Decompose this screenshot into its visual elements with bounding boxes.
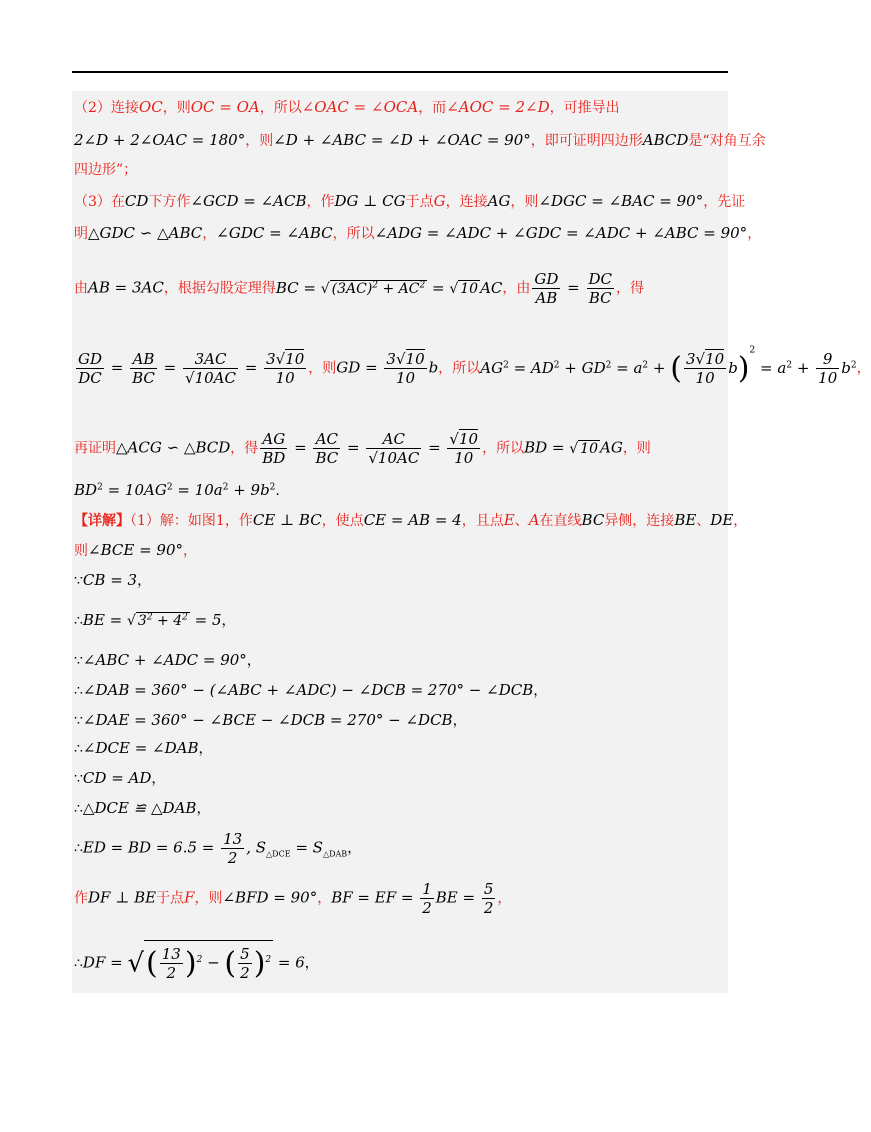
text: 四边形”； — [74, 162, 138, 178]
text: ， — [533, 683, 548, 699]
fraction: $\frac{13}{2}$ — [223, 830, 243, 867]
text: ，可推导出 — [549, 100, 620, 116]
math: = AD — [508, 358, 554, 377]
analysis-line-1 — [74, 97, 620, 118]
text: 再证明 — [74, 440, 116, 457]
text: 由 — [74, 280, 88, 297]
sqrt: √ $(3AC)^2 + AC^2$ — [320, 279, 426, 297]
text: 异侧，连接 — [604, 513, 675, 529]
math: BE = — [82, 611, 127, 629]
text: ，由 — [502, 280, 531, 297]
fraction: $\frac{1}{2}$ — [422, 880, 432, 917]
math: + 9b — [228, 481, 270, 499]
math: BE = — [435, 888, 480, 907]
math: ∠DAB = 360° − (∠ABC + ∠ADC) − ∠DCB = 270° − ∠DCB — [82, 681, 534, 699]
math: DF ⊥ BE — [88, 888, 157, 907]
detail-line-12 — [74, 880, 511, 917]
math: ∠D + ∠ABC = ∠D + ∠OAC = 90° — [273, 131, 531, 149]
analysis-line-6 — [74, 270, 644, 307]
detail-line-4 — [74, 610, 236, 631]
exp: 2 — [372, 279, 379, 290]
math: AB = 3AC — [88, 278, 164, 297]
math: = 10a — [172, 481, 223, 499]
math: + AC — [378, 280, 420, 297]
analysis-line-4 — [74, 191, 745, 212]
detail-line-3 — [74, 570, 151, 591]
text: ， — [347, 840, 362, 857]
text: ， — [198, 741, 213, 757]
text: ， — [497, 890, 512, 907]
analysis-line-8: 再证明△ACG ∽ △BCD，得 $\frac{AG}{BD}$ = $\frac{AC}{BC}$ = $\frac{AC}{√10AC}$ = $\frac{√10}{10}$ ，所以BD = √ 10 AG，则 — [74, 430, 651, 467]
text: 在直线 — [539, 513, 582, 529]
text: ， — [317, 890, 332, 907]
because-symbol: ∵ — [74, 573, 83, 589]
text: 、 — [514, 513, 529, 529]
fraction: $\frac{3√10}{10}$ — [386, 350, 425, 387]
sqrt: √ $3^2 + 4^2$ — [127, 612, 188, 629]
analysis-line-3 — [74, 160, 137, 180]
math: E — [503, 511, 515, 529]
fraction: $\frac{3√10}{10}$ — [685, 350, 725, 387]
math: = 5 — [189, 611, 222, 629]
text: ， — [856, 360, 871, 377]
text: ， — [151, 771, 166, 787]
math: A — [528, 511, 540, 529]
math: ∠BCE = 90° — [88, 541, 183, 559]
text: 明 — [74, 226, 88, 242]
math: AG — [487, 192, 511, 210]
math: = S — [290, 838, 323, 857]
math: = a — [611, 358, 643, 377]
text: 是“对角互余 — [688, 133, 766, 149]
text: ，而 — [418, 100, 447, 116]
math: , S — [246, 838, 267, 857]
sqrt: √ 10 — [449, 280, 479, 297]
because-symbol: ∵ — [74, 653, 83, 669]
detail-line-11: ∴ED = BD = 6.5 = $\frac{13}{2}$ , $S_{\triangle DCE} = S_{\triangle DAB}$， — [74, 830, 362, 867]
detail-line-1 — [74, 510, 747, 531]
math: = 6 — [273, 953, 305, 972]
text: ，连接 — [445, 194, 488, 210]
text: ，则 — [308, 360, 337, 377]
math: + GD — [559, 358, 606, 377]
math: △DCE ≌ △DAB — [82, 799, 197, 817]
math: = — [427, 278, 450, 297]
math: CB = 3 — [82, 571, 138, 589]
therefore-symbol: ∴ — [74, 683, 83, 699]
math: ∠DAE = 360° − ∠BCE − ∠DCB = 270° − ∠DCB — [82, 711, 453, 729]
math: + — [648, 358, 671, 377]
math: b — [428, 358, 439, 377]
text: （2）连接 — [74, 100, 139, 116]
math: ∠AOC = 2∠D — [446, 98, 550, 116]
math: ABCD — [642, 131, 689, 149]
analysis-line-5 — [74, 223, 761, 244]
therefore-symbol: ∴ — [74, 955, 83, 972]
therefore-symbol: ∴ — [74, 801, 83, 817]
text: （1）解：如图1，作 — [130, 513, 253, 529]
text: ，得 — [230, 440, 259, 457]
text: 、 — [696, 513, 711, 529]
math: OC = OA — [190, 98, 260, 116]
analysis-line-7: $\frac{GD}{DC}$ = $\frac{AB}{BC}$ = $\frac{3AC}{√10AC}$ = $\frac{3√10}{10}$ ，则GD = $\frac{3√10}{10}$ b，所以$AG^2 = AD^2 + GD^2 = a^2$ + ( $\frac{3√10}{10}$ $b)^2 = a^2$ + $\frac{9}{10}$ $b^2$， — [78, 345, 871, 387]
text: 下方作 — [148, 194, 191, 210]
therefore-symbol: ∴ — [74, 840, 83, 857]
fraction: $\frac{AB}{BC}$ — [132, 350, 155, 387]
text: 于点 — [156, 890, 185, 907]
text: ，根据勾股定理得 — [163, 280, 276, 297]
because-symbol: ∵ — [74, 713, 83, 729]
text: ，所以 — [332, 226, 375, 242]
text: ， — [452, 713, 467, 729]
math: b — [841, 358, 851, 377]
text: ， — [246, 653, 261, 669]
text: 则 — [74, 543, 88, 559]
text: ，则 — [245, 133, 274, 149]
text: ，得 — [616, 280, 645, 297]
text: ，所以 — [438, 360, 481, 377]
analysis-line-2 — [74, 130, 766, 151]
text: ，则 — [622, 440, 651, 457]
math: 2∠D + 2∠OAC = 180° — [74, 131, 246, 149]
detail-line-10 — [74, 798, 210, 819]
math: CE = AB = 4 — [363, 511, 462, 529]
fraction: $\frac{5}{2}$ — [483, 880, 494, 917]
math: (3AC) — [331, 280, 373, 297]
math: ∠BFD = 90° — [222, 888, 318, 907]
math: BF = EF = — [331, 888, 419, 907]
math: AC — [480, 278, 503, 297]
math: = — [562, 278, 585, 297]
fraction: $\frac{9}{10}$ — [818, 350, 838, 387]
detail-heading: 【详解】 — [74, 513, 130, 529]
because-symbol: ∵ — [74, 771, 83, 787]
detail-line-5 — [74, 650, 261, 671]
fraction: $\frac{GD}{DC}$ — [78, 350, 103, 387]
math: △GDC ∽ △ABC — [88, 224, 203, 242]
text: 于点 — [405, 194, 434, 210]
text: ， — [202, 226, 217, 242]
math: = 10AG — [102, 481, 167, 499]
math: △ACG ∽ △BCD — [116, 438, 231, 457]
header-rule — [72, 71, 728, 73]
text: ，作 — [306, 194, 335, 210]
text: ，使点 — [321, 513, 364, 529]
text: ， — [221, 613, 236, 629]
fraction: $\frac{AC}{√10AC}$ — [368, 430, 420, 467]
text: ，先证 — [703, 194, 746, 210]
math: 10 — [460, 280, 479, 297]
math: ∠ABC + ∠ADC = 90° — [82, 651, 247, 669]
math: BE — [674, 511, 697, 529]
fraction: $\frac{3AC}{√10AC}$ — [185, 350, 236, 387]
detail-line-7 — [74, 710, 467, 731]
text: ，所以 — [482, 440, 525, 457]
math: ∠OAC = ∠OCA — [301, 98, 419, 116]
math: CE ⊥ BC — [252, 511, 322, 529]
detail-line-9 — [74, 768, 165, 789]
math: BD = — [524, 438, 570, 457]
math: AG — [599, 438, 623, 457]
math: CD = AD — [82, 769, 152, 787]
math: BC — [581, 511, 605, 529]
math: BD — [74, 481, 98, 499]
detail-line-8 — [74, 738, 213, 759]
sqrt: √( $\frac{13}{2}$ )$^2$ − ( $\frac{5}{2}$ )$^2$ — [127, 940, 273, 982]
detail-line-2 — [74, 540, 197, 561]
text: ， — [304, 955, 319, 972]
fraction: $\frac{AG}{BD}$ — [262, 430, 286, 467]
math: ∠ADG = ∠ADC + ∠GDC = ∠ADC + ∠ABC = 90° — [374, 224, 748, 242]
math: ∠DCE = ∠DAB — [82, 739, 199, 757]
text: ， — [137, 573, 152, 589]
text: ，且点 — [461, 513, 504, 529]
math: ∠GDC = ∠ABC — [216, 224, 333, 242]
math: F — [184, 888, 195, 907]
text: （3）在 — [74, 194, 125, 210]
text: ， — [733, 513, 748, 529]
math: ∠GCD = ∠ACB — [190, 192, 307, 210]
analysis-line-9: $BD^2 = 10AG^2 = 10a^2 + 9b^2$. — [74, 481, 280, 499]
fraction: $\frac{AC}{BC}$ — [315, 430, 339, 467]
text: ，则 — [510, 194, 539, 210]
therefore-symbol: ∴ — [74, 613, 83, 629]
text: ， — [183, 543, 197, 559]
math: DG ⊥ CG — [334, 192, 406, 210]
math: BC = — [275, 278, 321, 297]
detail-line-6 — [74, 680, 547, 701]
text: ， — [196, 801, 211, 817]
math: AG — [480, 358, 504, 377]
exp: 2 — [419, 279, 426, 290]
fraction: $\frac{√10}{10}$ — [449, 430, 479, 467]
math: G — [433, 192, 446, 210]
fraction: $\frac{3√10}{10}$ — [266, 350, 305, 387]
detail-line-13 — [74, 940, 319, 982]
text: ，所以 — [259, 100, 302, 116]
math: DF = — [82, 953, 128, 972]
fraction: $\frac{GD}{AB}$ — [534, 270, 559, 307]
math: CD — [124, 192, 149, 210]
math: = a — [755, 358, 787, 377]
fraction: $\frac{DC}{BC}$ — [588, 270, 613, 307]
math: ED = BD = 6.5 = — [82, 838, 220, 857]
math: ∠DGC = ∠BAC = 90° — [538, 192, 704, 210]
text: ，则 — [162, 100, 191, 116]
text: ，即可证明四边形 — [530, 133, 643, 149]
text: ， — [747, 226, 762, 242]
math: OC — [138, 98, 163, 116]
text: . — [275, 483, 280, 499]
math: b — [728, 358, 738, 377]
text: ，则 — [194, 890, 223, 907]
therefore-symbol: ∴ — [74, 741, 83, 757]
math: GD = — [336, 358, 383, 377]
text: 作 — [74, 890, 88, 907]
math: DE — [710, 511, 734, 529]
